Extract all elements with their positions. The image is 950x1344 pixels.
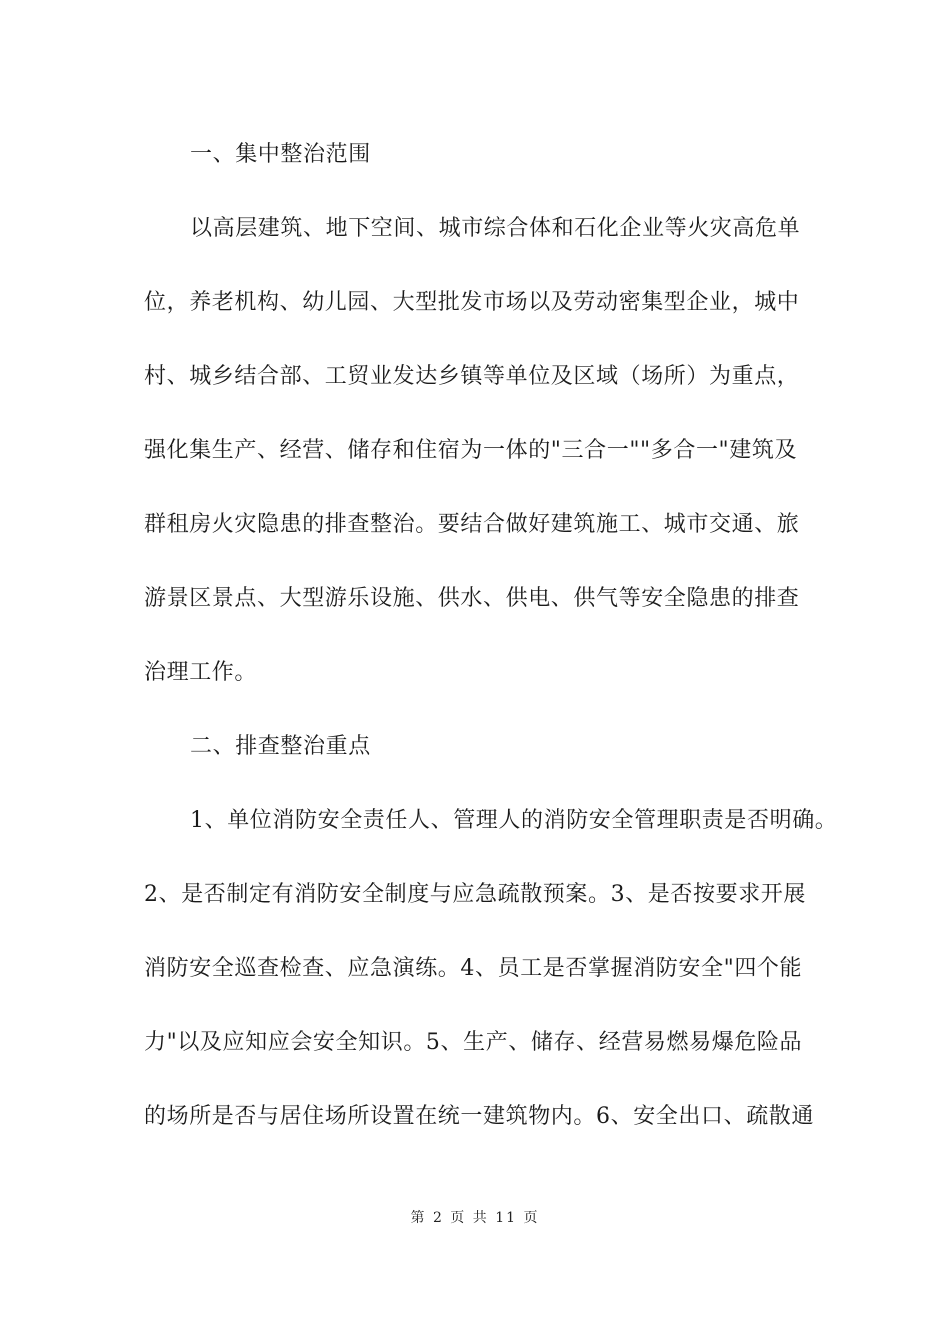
paragraph-line: 位，养老机构、幼儿园、大型批发市场以及劳动密集型企业，城中 <box>144 290 800 315</box>
section-heading-1: 一、集中整治范围 <box>190 142 371 167</box>
paragraph-line: 游景区景点、大型游乐设施、供水、供电、供气等安全隐患的排查 <box>144 586 800 611</box>
paragraph-line: 1、单位消防安全责任人、管理人的消防安全管理职责是否明确。 <box>190 808 838 833</box>
paragraph-line: 村、城乡结合部、工贸业发达乡镇等单位及区域（场所）为重点， <box>144 364 800 389</box>
paragraph-line: 力"以及应知应会安全知识。5、生产、储存、经营易燃易爆危险品 <box>144 1030 803 1055</box>
paragraph-line: 群租房火灾隐患的排查整治。要结合做好建筑施工、城市交通、旅 <box>144 512 800 537</box>
paragraph-line: 2、是否制定有消防安全制度与应急疏散预案。3、是否按要求开展 <box>144 882 806 907</box>
paragraph-line: 强化集生产、经营、储存和住宿为一体的"三合一""多合一"建筑及 <box>144 438 798 463</box>
page-number-footer: 第 2 页 共 11 页 <box>410 1210 540 1226</box>
section-heading-2: 二、排查整治重点 <box>190 734 371 759</box>
paragraph-line: 以高层建筑、地下空间、城市综合体和石化企业等火灾高危单 <box>190 216 801 241</box>
paragraph-line: 的场所是否与居住场所设置在统一建筑物内。6、安全出口、疏散通 <box>144 1104 814 1129</box>
paragraph-line: 治理工作。 <box>144 660 258 685</box>
paragraph-line: 消防安全巡查检查、应急演练。4、员工是否掌握消防安全"四个能 <box>144 956 803 981</box>
